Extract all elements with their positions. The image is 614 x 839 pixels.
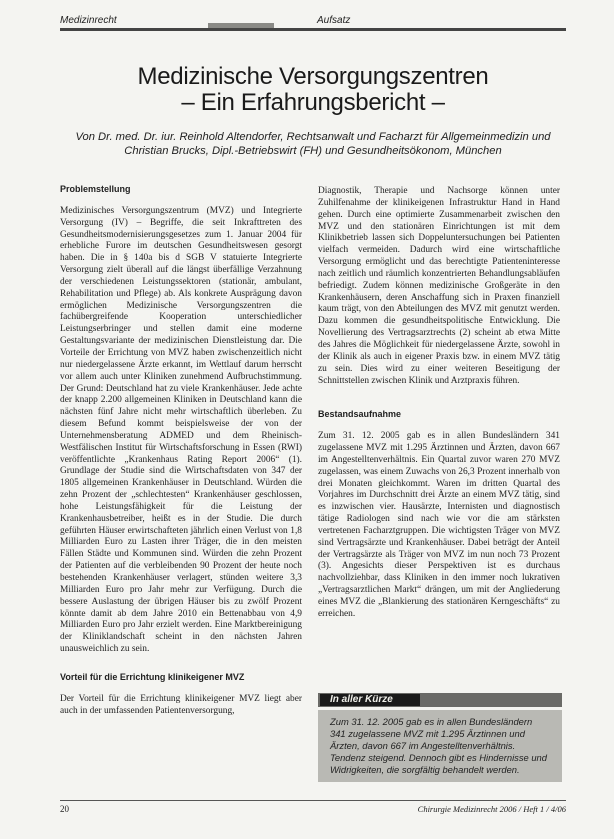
paragraph: Medizinisches Versorgungszentrum (MVZ) und Integrierte Versorgung (IV) – Begriffe, die seit Inkrafttreten des Gesundheitsmodernisierungsgesetzes zum 1. Januar 2004 für erhebliche Furore im deutschen Gesundheitswesen gesorgt haben. Die in § 140a bis d SGB V statuierte Integrierte Versorgung zielt überall auf die längst überfällige Verzahnung der verschiedenen Leistungssektoren (stationär, ambulant, Rehabilitation und Pflege) ab. Als konkrete Ausprägung davon ermöglichen Medizinische Versorgungszentren die fachübergreifende Kooperation unterschiedlicher Leistungserbringer und stellen damit eine moderne Gestaltungsvariante der medizinischen Dienstleistung dar. Die Vorteile der Errichtung von MVZ haben zwischenzeitlich nicht nur niedergelassene Ärzte erkannt, im Wettlauf darum herrscht vor allem auch unter Kliniken zunehmend Aufbruchstimmung. Der Grund: Deutschland hat zu viele Krankenhäuser. Jede achte der knapp 2.200 allgemeinen Kliniken in Deutschland kann die nächsten fünf Jahre nicht mehr wirtschaftlich überleben. Zu diesem Befund kommt beispielsweise der von der Unternehmensberatung ADMED und dem Rheinisch-Westfälischen Institut für Wirtschaftsforschung in Essen (RWI) veröffentlichte „Krankenhaus Rating Report 2006“ (1). Grundlage der Studie sind die Wirtschaftsdaten von 347 der 1805 allgemeinen Krankenhäuser in Deutschland. Würden die zehn Prozent der „schlechtesten“ Krankenhäuser geschlossen, hohe Leistungsfähigkeit für die Leistung der Krankenhausbetreiber, heißt es in der Studie. Die durch geführten Häuser erwirtschafteten jährlich einen Verlust von 1,8 Milliarden Euro zu Lasten ihrer Träger, die in den meisten Fällen Städte und Kommunen sind. Würden die zehn Prozent der Patienten auf die verbleibenden 90 Prozent der heute noch bestehenden Krankenhäuser verlagert, stünden weitere 3,3 Milliarden Euro pro Jahr mehr zur Verfügung. Durch die bessere Auslastung der übrigen Häuser bis zu zwölf Prozent könnte damit ab dem Jahre 2010 ein Bettenabbau von 4,9 Milliarden Euro pro Jahr erzielt werden. Eine Marktbereinigung der Kliniklandschaft scheint in den nächsten Jahren unausweichlich zu sein.	[60, 205, 302, 655]
section-heading-inventory: Bestandsaufnahme	[318, 409, 402, 420]
journal-reference: Chirurgie Medizinrecht 2006 / Heft 1 / 4/06	[417, 804, 566, 814]
paragraph: Zum 31. 12. 2005 gab es in allen Bundesländern 341 zugelassene MVZ mit 1.295 Ärztinnen und Ärzten, davon 667 im Angestelltenverhältnis. Ein Quartal zuvor waren 270 MVZ zugelassen, was einem Zuwachs von 26,3 Prozent innerhalb von drei Monaten gleichkommt. Waren im dritten Quartal des Vorjahres im Durchschnitt drei Ärzte an einem MVZ tätig, sind es inzwischen vier. Hausärzte, Internisten und diagnostisch tätige Radiologen sind nach wie vor die am stärksten vertretenen Facharztgruppen. Die wichtigsten Träger von MVZ sind Vertragsärzte und Krankenhäuser. Dabei beträgt der Anteil der Vertragsärzte als Träger von MVZ im nun noch 73 Prozent (3). Angesichts dieser Perspektiven ist es durchaus nachvollziehbar, dass Kliniken in den immer noch lukrativen „Vertragsarztlichen Markt“ drängen, um mit der Angliederung eines MVZ die „Blankierung des stationären Kerngeschäfts“ zu erreichen.	[318, 431, 560, 619]
footer-rule	[60, 800, 566, 801]
summary-box	[318, 710, 562, 782]
paragraph: Der Vorteil für die Errichtung klinikeigener MVZ liegt aber auch in der umfassenden Patientenversorgung,	[60, 693, 302, 716]
title-line-1: Medizinische Versorgungszentren	[137, 63, 489, 90]
page-header	[60, 15, 566, 29]
page-footer	[60, 800, 566, 824]
header-rule	[60, 28, 566, 31]
byline: Von Dr. med. Dr. iur. Reinhold Altendorfer, Rechtsanwalt und Facharzt für Allgemeinmedizin und Christian Brucks, Dipl.-Betriebswirt (FH) und Gesundheitsökonom, München	[75, 131, 551, 157]
header-section: Medizinrecht	[60, 15, 117, 26]
title-line-2: – Ein Erfahrungsbericht –	[181, 89, 445, 116]
summary-text: Zum 31. 12. 2005 gab es in allen Bundesländern 341 zugelassene MVZ mit 1.295 Ärztinnen und Ärzten, davon 667 im Angestelltenverhältnis. Tendenz steigend. Dennoch gibt es Hindernisse und Widrigkeiten, die sorgfältig behandelt werden.	[330, 716, 547, 775]
right-column	[318, 186, 560, 621]
left-column	[60, 184, 302, 717]
summary-label: In aller Kürze	[320, 694, 420, 706]
page-number: 20	[60, 804, 69, 814]
header-type: Aufsatz	[317, 15, 351, 26]
summary-header-bar	[318, 693, 562, 707]
section-heading-advantage: Vorteil für die Errichtung klinikeigener MVZ	[60, 671, 245, 682]
paragraph: Diagnostik, Therapie und Nachsorge können unter Zuhilfenahme der klinikeigenen Infrastruktur Hand in Hand gehen. Durch eine optimierte Zusammenarbeit zwischen den MVZ und den stationären Einrichtungen ist mit dem Klinikbetrieb lassen sich Doppeluntersuchungen bei Patienten vielfach vermeiden. Dadurch wird eine wirtschaftliche Versorgung ermöglicht und das berechtigte Patienteninteresse nach zeitlich und räumlich konzentrierten Behandlungsabläufen befriedigt. Zudem können medizinische Großgeräte in den Krankenhäusern, deren Anschaffung sich in Praxen finanziell kaum trägt, von den Abteilungen des MVZ mit genutzt werden. Dazu kommen die gesundheitspolitische Entwicklung. Die Novellierung des Vertragsarztrechts (2) scheint ab etwa Mitte des Jahres die Möglichkeit für niedergelassene Ärzte, sowohl in der Klinik als auch in eigener Praxis bzw. in einem MVZ tätig zu sein. Dies wird zu einer weiteren Beseitigung der Schnittstellen zwischen Klinik und Arztpraxis führen.	[318, 186, 560, 386]
article-title	[60, 64, 566, 116]
section-heading-problem: Problemstellung	[60, 184, 131, 194]
